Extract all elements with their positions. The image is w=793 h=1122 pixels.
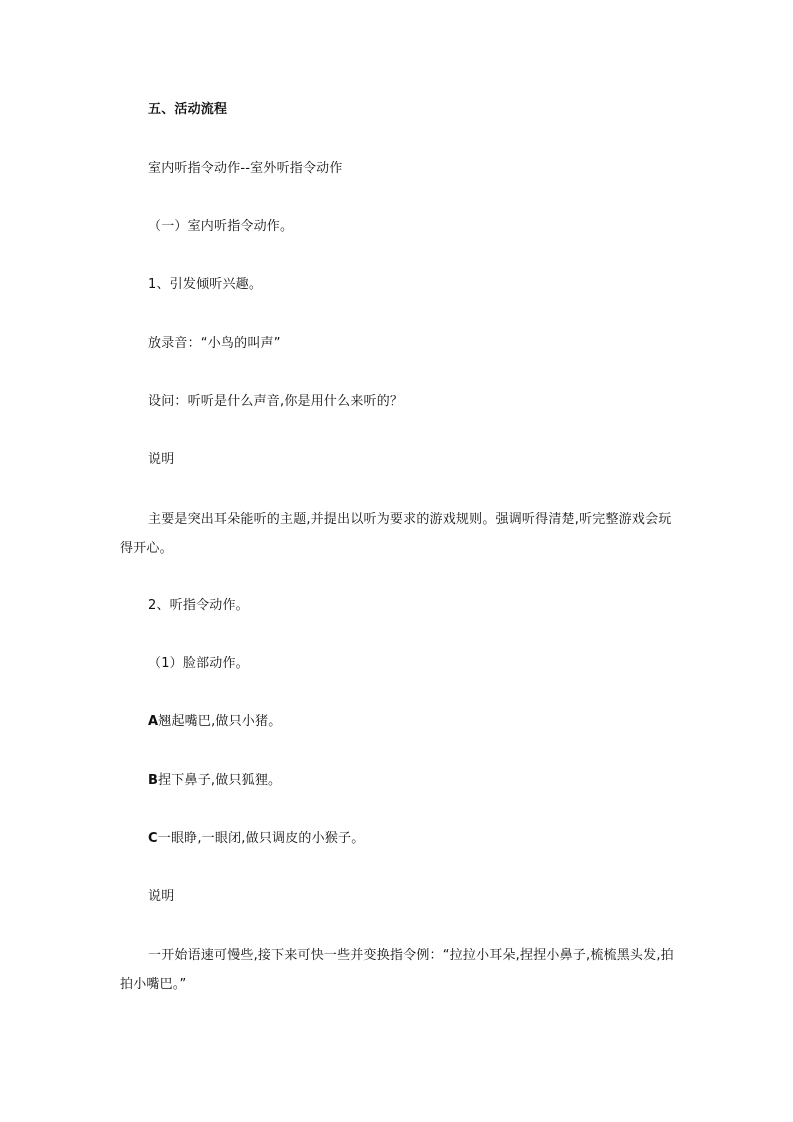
- item-text: 捏下鼻子,做只狐狸。: [158, 773, 282, 788]
- item-text: 一眼睁,一眼闭,做只调皮的小猴子。: [157, 831, 365, 846]
- note-label: 说明: [148, 452, 175, 467]
- text-line: （一）室内听指令动作。: [148, 219, 294, 234]
- section-heading: 五、活动流程: [148, 102, 228, 117]
- paragraph: 一开始语速可慢些,接下来可快一些并变换指令例：“拉拉小耳朵,捏捏小鼻子,梳梳黑头发,拍拍小嘴巴。”: [120, 948, 674, 992]
- list-item: [148, 708, 281, 736]
- note-label: 说明: [148, 889, 175, 904]
- item-lead: A: [148, 714, 159, 729]
- text-line: （1）脸部动作。: [148, 656, 249, 671]
- text-line: 2、听指令动作。: [148, 598, 249, 613]
- text-line: 设问：听听是什么声音,你是用什么来听的？: [148, 394, 404, 409]
- paragraph: 主要是突出耳朵能听的主题,并提出以听为要求的游戏规则。强调听得清楚,听完整游戏会玩得开心。: [120, 512, 672, 556]
- item-lead: B: [148, 773, 159, 788]
- text-line: 室内听指令动作--室外听指令动作: [148, 161, 343, 176]
- text-line: 1、引发倾听兴趣。: [148, 277, 263, 292]
- text-line: 放录音：“小鸟的叫声”: [148, 336, 281, 351]
- item-lead: C: [148, 831, 158, 846]
- list-item: [148, 767, 281, 795]
- item-text: 翘起嘴巴,做只小猪。: [158, 714, 282, 729]
- list-item: [148, 825, 364, 853]
